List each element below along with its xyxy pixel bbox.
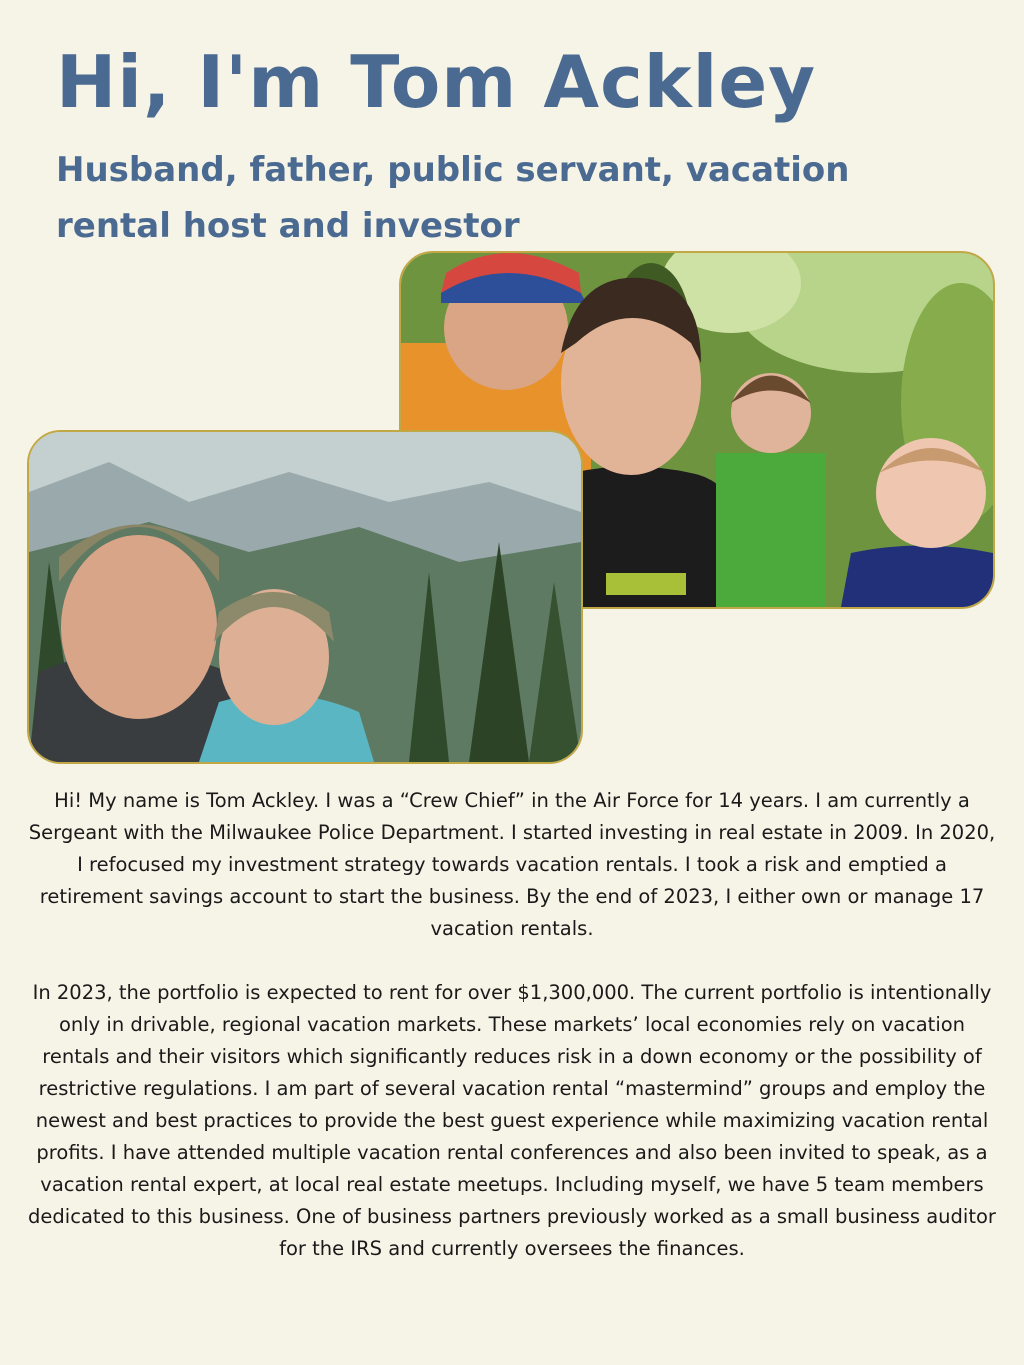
bio-section [24, 785, 1000, 1297]
bio-paragraph-1: Hi! My name is Tom Ackley. I was a “Crew Chief” in the Air Force for 14 years. I am currently a Sergeant with the Milwaukee Police Department. I started investing in real estate in 2009. In 2020, I refocused my investment strategy towards vacation rentals. I took a risk and emptied a retirement savings account to start the business. By the end of 2023, I either own or manage 17 vacation rentals. [28, 789, 996, 940]
couple-photo [27, 430, 583, 764]
couple-photo-illustration [29, 432, 581, 762]
bio-paragraph-2: In 2023, the portfolio is expected to rent for over $1,300,000. The current portfolio is intentionally only in drivable, regional vacation markets. These markets’ local economies rely on vacation rentals and their visitors which significantly reduces risk in a down economy or the possibility of restrictive regulations. I am part of several vacation rental “mastermind” groups and employ the newest and best practices to provide the best guest experience while maximizing vacation rental profits. I have attended multiple vacation rental conferences and also been invited to speak, as a vacation rental expert, at local real estate meetups. Including myself, we have 5 team members dedicated to this business. One of business partners previously worked as a small business auditor for the IRS and currently oversees the finances. [28, 981, 996, 1260]
page-title: Hi, I'm Tom Ackley [56, 40, 817, 124]
page-subtitle: Husband, father, public servant, vacation rental host and investor [56, 150, 850, 246]
